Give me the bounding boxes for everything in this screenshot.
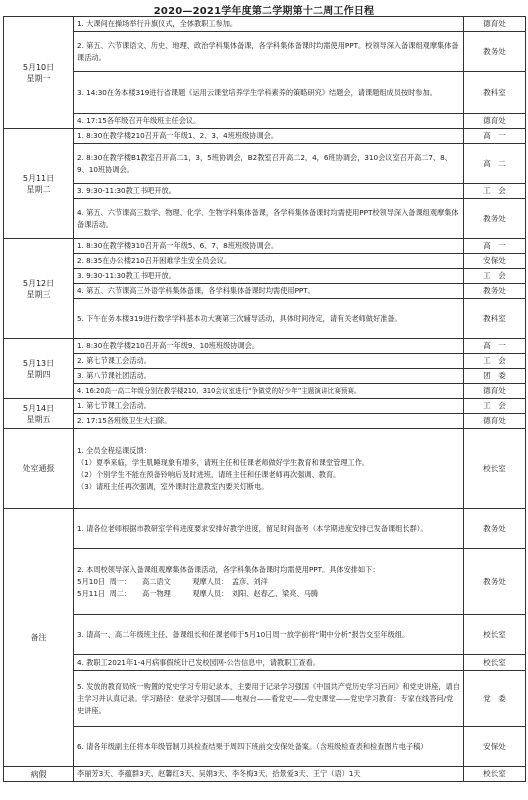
dept-cell: 德育处 (464, 114, 526, 129)
table-row (4, 655, 526, 671)
remarks-label: 备注 (4, 509, 74, 767)
schedule-item: 1. 8:30在教学楼210召开高一年级1、2、3、4班班级协调会。 (74, 129, 464, 144)
dept-cell: 校长室 (464, 655, 526, 671)
table-row (4, 414, 526, 429)
dept-cell: 德育处 (464, 384, 526, 399)
dept-cell: 高 一 (464, 239, 526, 254)
day-weekday: 星期五 (26, 414, 51, 424)
sick-leave-text: 李丽芳3天、李蕴群3天、赵馨红3天、吴娟3天、李冬梅3天、拾景爱3天、王宁（语）1天 (74, 767, 464, 782)
day-weekday: 星期四 (26, 369, 51, 379)
dept-cell: 教务处 (464, 199, 526, 239)
day-cell (4, 17, 74, 129)
remark-item: 3. 请高一、高二年级班主任、备课组长和任课老师于5月10日周一放学前将“期中分析”报告交至年级组。 (74, 615, 464, 655)
schedule-item: 4. 第五、六节课高三外语学科集体备课，各学科集体备课时均需使用PPT。 (74, 284, 464, 299)
remark-item: 1. 请各位老师根据市教研室学科进度要求安排好教学进度，留足时间备考（本学期进度安排已发备课组长群）。 (74, 509, 464, 549)
table-row (4, 114, 526, 129)
table-row (4, 549, 526, 615)
schedule-item: 5. 下午在务本楼319进行数学学科基本功大赛第三次辅导活动，具体时间待定，请有关老师做好准备。 (74, 299, 464, 339)
dept-cell: 团 委 (464, 369, 526, 384)
table-row (4, 184, 526, 199)
table-row (4, 17, 526, 32)
day-cell (4, 399, 74, 429)
table-row (4, 509, 526, 549)
schedule-item: 2. 8:35在办公楼210召开困难学生安全员会议。 (74, 254, 464, 269)
schedule-item: 1. 8:30在教学楼310召开高一年级5、6、7、8班班级协调会。 (74, 239, 464, 254)
dept-cell: 党 委 (464, 671, 526, 727)
table-row (4, 199, 526, 239)
day-date: 5月12日 (22, 278, 55, 288)
dept-cell: 校长室 (464, 767, 526, 782)
remark-item: 4. 教职工2021年1-4月病事假统计已发校园网-公告信息中，请教职工查看。 (74, 655, 464, 671)
table-row (4, 129, 526, 144)
table-row (4, 284, 526, 299)
table-row (4, 615, 526, 655)
dept-cell: 工 会 (464, 184, 526, 199)
table-row (4, 354, 526, 369)
schedule-item: 4. 第五、六节课高三数学、物理、化学、生物学科集体备课，各学科集体备课时均需使用PPT校领导深入备课组观摩集体备课活动。 (74, 199, 464, 239)
table-row (4, 384, 526, 399)
remark-line: 2. 本周校领导深入备课组观摩集体备课活动，各学科集体备课时均需使用PPT。具体安排如下： (77, 564, 380, 574)
dept-cell: 工 会 (464, 399, 526, 414)
dept-cell: 工 会 (464, 269, 526, 284)
day-weekday: 星期二 (26, 184, 51, 194)
notice-line: （2）个别学生不能在预备铃响后及时进班，请班主任和任课老师再次强调、教育。 (77, 469, 341, 479)
dept-cell: 教务处 (464, 549, 526, 615)
table-row (4, 339, 526, 354)
remark-line: 5月10日 周一： 高二语文 观摩人员： 孟彦、刘洋 (77, 576, 268, 586)
sick-leave-label: 病假 (4, 767, 74, 782)
table-row (4, 144, 526, 184)
notice-content (74, 429, 464, 509)
table-row (4, 399, 526, 414)
schedule-item: 4. 17:15各年级召开年级班主任会议。 (74, 114, 464, 129)
schedule-item: 2. 第七节课工会活动。 (74, 354, 464, 369)
dept-cell: 工 会 (464, 354, 526, 369)
day-cell (4, 239, 74, 339)
table-row (4, 72, 526, 114)
dept-cell: 德育处 (464, 17, 526, 32)
dept-cell: 校长室 (464, 615, 526, 655)
dept-cell: 德育处 (464, 414, 526, 429)
day-cell (4, 339, 74, 399)
dept-cell: 教务处 (464, 32, 526, 72)
day-weekday: 星期一 (26, 73, 51, 83)
notice-line: （3）请班主任再次强调，室外课时注意教室内要关灯断电。 (77, 481, 269, 491)
schedule-item: 2. 第五、六节课语文、历史、地理、政治学科集体备课，各学科集体备课时均需使用PPT。校领导深入备课组观摩集体备课活动。 (74, 32, 464, 72)
dept-cell: 教科室 (464, 72, 526, 114)
table-row (4, 727, 526, 767)
remark-item: 6. 请各年级副主任将本年级管制刀具检查结果于周四下班前交安保处备案。（含班级检查表和检查图片电子稿） (74, 727, 464, 767)
schedule-item: 4. 16:20高一高二年级分别在教学楼210、310会议室进行“争做党的好少年”主题演讲比赛预赛。 (74, 384, 464, 399)
dept-cell: 高 二 (464, 144, 526, 184)
table-row (4, 369, 526, 384)
page-title: 2020—2021学年度第二学期第十二周工作日程 (153, 6, 375, 17)
schedule-item: 1. 第七节课工会活动。 (74, 399, 464, 414)
day-date: 5月14日 (22, 403, 55, 413)
day-cell (4, 129, 74, 239)
remark-item (74, 549, 464, 615)
table-row (4, 671, 526, 727)
schedule-item: 3. 9:30-11:30教工书吧开放。 (74, 269, 464, 284)
table-row (4, 299, 526, 339)
remark-item: 5. 发放的教育局统一购置的党史学习专用记录本，主要用于记录学习强国《中国共产党历史学习百问》和党史讲座，请自主学习并认真记录。学习路径：登录学习强国——电视台——看党史——党史课堂——党史学习教育：专家在线答问/党史讲座。 (74, 671, 464, 727)
dept-cell: 教务处 (464, 284, 526, 299)
schedule-item: 1. 大课间在操场举行升旗仪式，全体教职工参加。 (74, 17, 464, 32)
schedule-table (3, 16, 526, 782)
day-date: 5月10日 (22, 62, 55, 72)
table-row (4, 254, 526, 269)
schedule-item: 1. 8:30在教学楼210召开高一年级9、10班班级协调会。 (74, 339, 464, 354)
schedule-item: 3. 14:30在务本楼319进行省课题《运用云课堂培养学生学科素养的策略研究》结题会，请课题组成员按时参加。 (74, 72, 464, 114)
day-date: 5月11日 (22, 173, 55, 183)
dept-cell: 高 一 (464, 129, 526, 144)
day-weekday: 星期三 (26, 289, 51, 299)
dept-cell: 教务处 (464, 509, 526, 549)
table-row (4, 269, 526, 284)
schedule-item: 3. 9:30-11:30教工书吧开放。 (74, 184, 464, 199)
notice-label: 处室通报 (4, 429, 74, 509)
dept-cell: 安保处 (464, 254, 526, 269)
dept-cell: 高 一 (464, 339, 526, 354)
table-row (4, 767, 526, 782)
schedule-item: 3. 第八节课社团活动。 (74, 369, 464, 384)
dept-cell: 安保处 (464, 727, 526, 767)
schedule-item: 2. 17:15各班级卫生大扫除。 (74, 414, 464, 429)
schedule-item: 2. 8:30在教学楼B1教室召开高二1，3，5班协调会，B2教室召开高二2，4，6班协调会，310会议室召开高二7、8、9、10班协调会。 (74, 144, 464, 184)
notice-line: 1. 全员全程巡课反馈： (77, 445, 151, 455)
notice-line: （1）夏季来临，学生肌睡现象有增多，请班主任和任课老师做好学生教育和课堂管理工作。 (77, 457, 370, 467)
table-row (4, 429, 526, 509)
table-row (4, 239, 526, 254)
remark-line: 5月11日 周二： 高一物理 观摩人员： 刘阳、赵春乙、梁亮、马腾 (77, 588, 319, 598)
dept-cell: 教科室 (464, 299, 526, 339)
table-row (4, 32, 526, 72)
day-date: 5月13日 (22, 358, 55, 368)
dept-cell: 校长室 (464, 429, 526, 509)
